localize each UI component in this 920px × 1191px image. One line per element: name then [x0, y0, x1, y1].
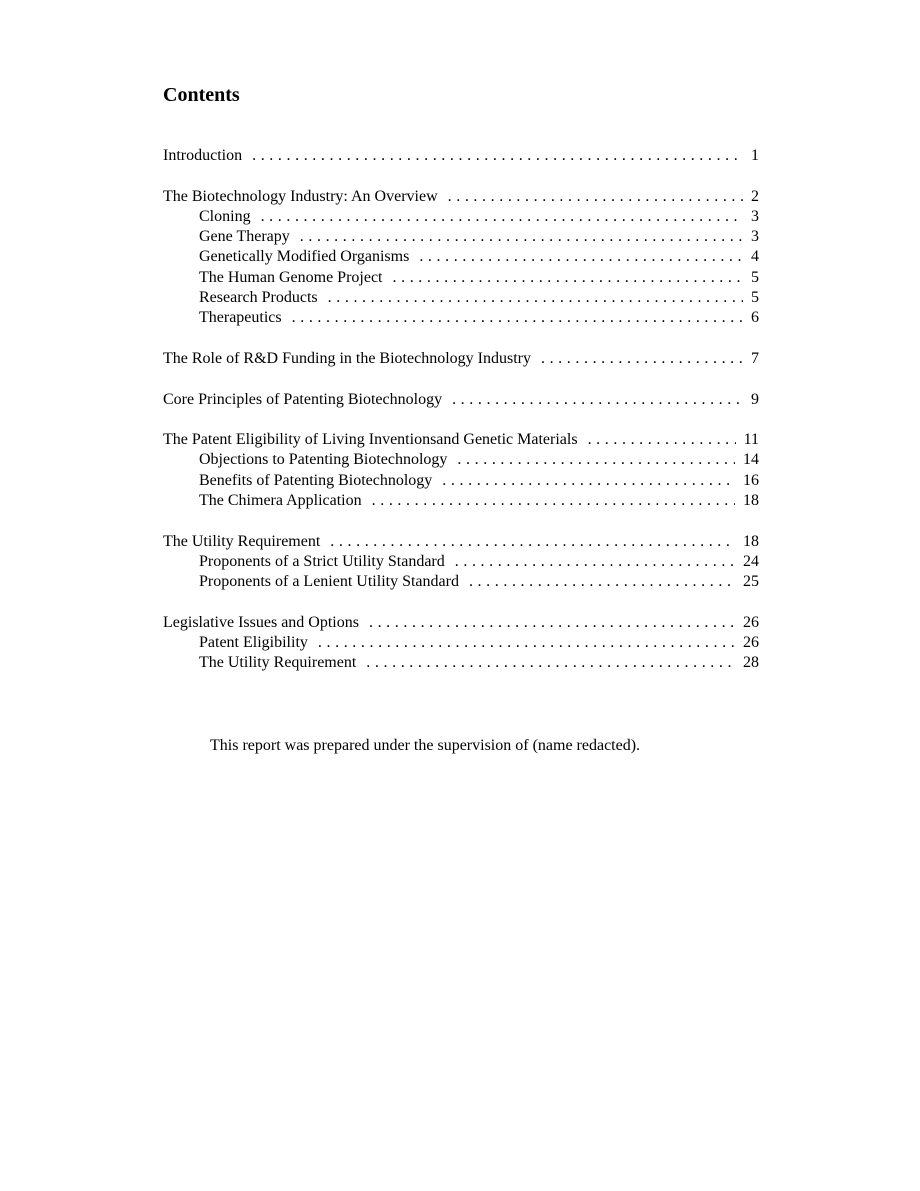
toc-subentry-research-products[interactable] [163, 288, 759, 308]
page-title: Contents [163, 84, 240, 106]
toc-entry-title: Benefits of Patenting Biotechnology [199, 471, 433, 489]
toc-entry-page: 3 [751, 207, 759, 225]
toc-subentry-gmo[interactable] [163, 247, 759, 267]
dot-leader [261, 207, 743, 227]
toc-entry-title: The Biotechnology Industry: An Overview [163, 187, 438, 205]
toc-entry-title: The Role of R&D Funding in the Biotechnology Industry [163, 349, 531, 367]
dot-leader [366, 653, 735, 673]
toc-entry-page: 16 [743, 471, 759, 489]
toc-entry-introduction[interactable] [163, 146, 759, 166]
toc-entry-title: Legislative Issues and Options [163, 613, 359, 631]
toc-entry-page: 1 [751, 147, 759, 164]
toc-entry-title: Proponents of a Lenient Utility Standard [199, 573, 459, 591]
toc-entry-title: Objections to Patenting Biotechnology [199, 451, 448, 469]
toc-entry-page: 28 [743, 654, 759, 672]
toc-entry-title: The Patent Eligibility of Living Inventionsand Genetic Materials [163, 431, 578, 449]
toc-entry-page: 2 [751, 187, 759, 205]
toc-entry-biotech-industry-overview[interactable] [163, 187, 759, 207]
supervision-note: This report was prepared under the supervision of (name redacted). [210, 737, 641, 754]
dot-leader [588, 430, 736, 450]
toc-entry-title: The Human Genome Project [199, 268, 383, 286]
dot-leader [393, 268, 744, 288]
toc-entry-page: 24 [743, 552, 759, 570]
dot-leader [372, 491, 735, 511]
toc-entry-title: Patent Eligibility [199, 634, 308, 652]
toc-entry-page: 11 [743, 431, 759, 449]
toc-entry-utility-requirement[interactable] [163, 532, 759, 552]
toc-entry-title: The Chimera Application [199, 492, 362, 510]
dot-leader [448, 187, 743, 207]
toc-entry-page: 18 [743, 532, 759, 550]
toc-entry-patent-eligibility-living-inventions[interactable] [163, 430, 759, 450]
dot-leader [419, 247, 743, 267]
dot-leader [457, 450, 735, 470]
dot-leader [442, 471, 735, 491]
toc-entry-page: 14 [743, 451, 759, 469]
toc-subentry-cloning[interactable] [163, 207, 759, 227]
toc-entry-core-principles[interactable] [163, 390, 759, 410]
toc-entry-page: 4 [751, 248, 759, 266]
toc-entry-page: 18 [743, 492, 759, 510]
toc-entry-page: 7 [751, 349, 759, 367]
toc-subentry-gene-therapy[interactable] [163, 227, 759, 247]
dot-leader [452, 390, 743, 410]
toc-subentry-chimera-application[interactable] [163, 491, 759, 511]
toc-subentry-human-genome-project[interactable] [163, 268, 759, 288]
table-of-contents [163, 146, 759, 674]
dot-leader [369, 613, 735, 633]
toc-entry-title: Gene Therapy [199, 228, 290, 246]
toc-subentry-strict-utility[interactable] [163, 552, 759, 572]
toc-entry-page: 26 [743, 613, 759, 631]
dot-leader [330, 532, 735, 552]
toc-entry-title: Proponents of a Strict Utility Standard [199, 552, 445, 570]
toc-subentry-lenient-utility[interactable] [163, 572, 759, 592]
toc-entry-title: Cloning [199, 207, 251, 225]
toc-entry-page: 5 [751, 289, 759, 307]
toc-subentry-utility-requirement[interactable] [163, 653, 759, 673]
toc-entry-legislative-issues[interactable] [163, 613, 759, 633]
toc-entry-rd-funding[interactable] [163, 349, 759, 369]
toc-subentry-objections[interactable] [163, 450, 759, 470]
toc-entry-page: 6 [751, 309, 759, 327]
dot-leader [318, 633, 735, 653]
toc-entry-title: The Utility Requirement [199, 654, 357, 672]
toc-entry-title: The Utility Requirement [163, 532, 321, 550]
dot-leader [300, 227, 743, 247]
toc-entry-page: 26 [743, 634, 759, 652]
dot-leader [328, 288, 743, 308]
toc-entry-title: Introduction [163, 147, 243, 164]
toc-entry-title: Genetically Modified Organisms [199, 248, 410, 266]
dot-leader [455, 552, 735, 572]
dot-leader [292, 308, 743, 328]
toc-entry-page: 3 [751, 228, 759, 246]
toc-subentry-therapeutics[interactable] [163, 308, 759, 328]
toc-subentry-patent-eligibility[interactable] [163, 633, 759, 653]
toc-subentry-benefits[interactable] [163, 471, 759, 491]
toc-entry-title: Therapeutics [199, 309, 282, 327]
toc-entry-page: 9 [751, 390, 759, 408]
toc-entry-title: Research Products [199, 289, 318, 307]
toc-entry-page: 5 [751, 268, 759, 286]
toc-entry-page: 25 [743, 573, 759, 591]
dot-leader [252, 146, 743, 166]
toc-entry-title: Core Principles of Patenting Biotechnology [163, 390, 443, 408]
dot-leader [469, 572, 735, 592]
dot-leader [541, 349, 743, 369]
